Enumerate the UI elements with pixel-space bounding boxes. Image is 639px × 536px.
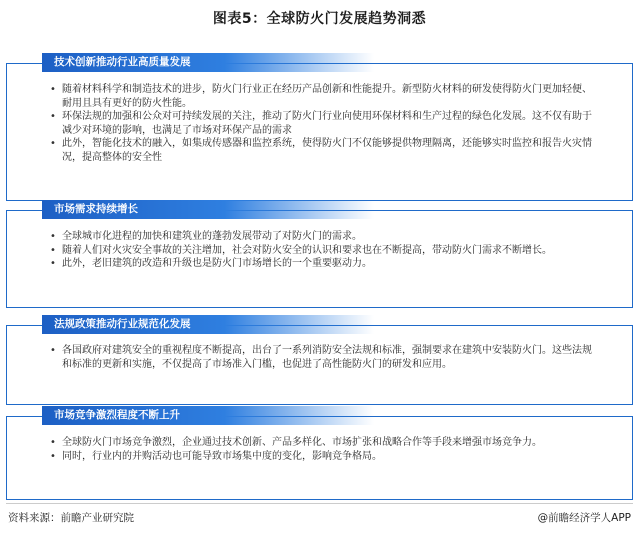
list-item: • 随着材料科学和制造技术的进步，防火门行业正在经历产品创新和性能提升。新型防火材料的研发使得防火门更加轻便、耐用且具有更好的防火性能。: [50, 83, 593, 110]
section-competition: [6, 404, 633, 500]
list-item: • 全球防火门市场竞争激烈，企业通过技术创新、产品多样化、市场扩张和战略合作等手段来增强市场竞争力。: [50, 436, 593, 450]
list-item: • 各国政府对建筑安全的重视程度不断提高，出台了一系列消防安全法规和标准，强制要求在建筑中安装防火门。这些法规和标准的更新和实施，不仅提高了市场准入门槛，也促进了高性能防火门的研发和应用。: [50, 344, 593, 371]
section-items: [50, 344, 593, 371]
list-item: • 全球城市化进程的加快和建筑业的蓬勃发展带动了对防火门的需求。: [50, 230, 593, 244]
footer-divider: [6, 503, 633, 504]
list-item: • 此外，智能化技术的融入，如集成传感器和监控系统，使得防火门不仅能够提供物理隔离，还能够实时监控和报告火灾情况，提高整体的安全性: [50, 137, 593, 164]
section-heading: 法规政策推动行业规范化发展: [42, 315, 374, 334]
section-items: [50, 436, 593, 463]
chart-title: 图表5：全球防火门发展趋势洞悉: [212, 11, 427, 27]
section-items: [50, 230, 593, 271]
section-market-demand: [6, 198, 633, 308]
section-heading: 市场需求持续增长: [42, 200, 374, 219]
list-item: • 此外，老旧建筑的改造和升级也是防火门市场增长的一个重要驱动力。: [50, 257, 593, 271]
list-item: • 同时，行业内的并购活动也可能导致市场集中度的变化，影响竞争格局。: [50, 450, 593, 464]
section-regulation: [6, 313, 633, 405]
list-item: • 环保法规的加强和公众对可持续发展的关注，推动了防火门行业向使用环保材料和生产过程的绿色化发展。这不仅有助于减少对环境的影响，也满足了市场对环保产品的需求: [50, 110, 593, 137]
section-heading: 技术创新推动行业高质量发展: [42, 53, 374, 72]
section-tech-innovation: [6, 51, 633, 201]
list-item: • 随着人们对火灾安全事故的关注增加，社会对防火安全的认识和要求也在不断提高，带动防火门需求不断增长。: [50, 244, 593, 258]
section-items: [50, 83, 593, 164]
source-note: 资料来源：前瞻产业研究院: [8, 512, 134, 524]
section-heading: 市场竞争激烈程度不断上升: [42, 406, 374, 425]
brand-credit: @前瞻经济学人APP: [537, 512, 631, 524]
